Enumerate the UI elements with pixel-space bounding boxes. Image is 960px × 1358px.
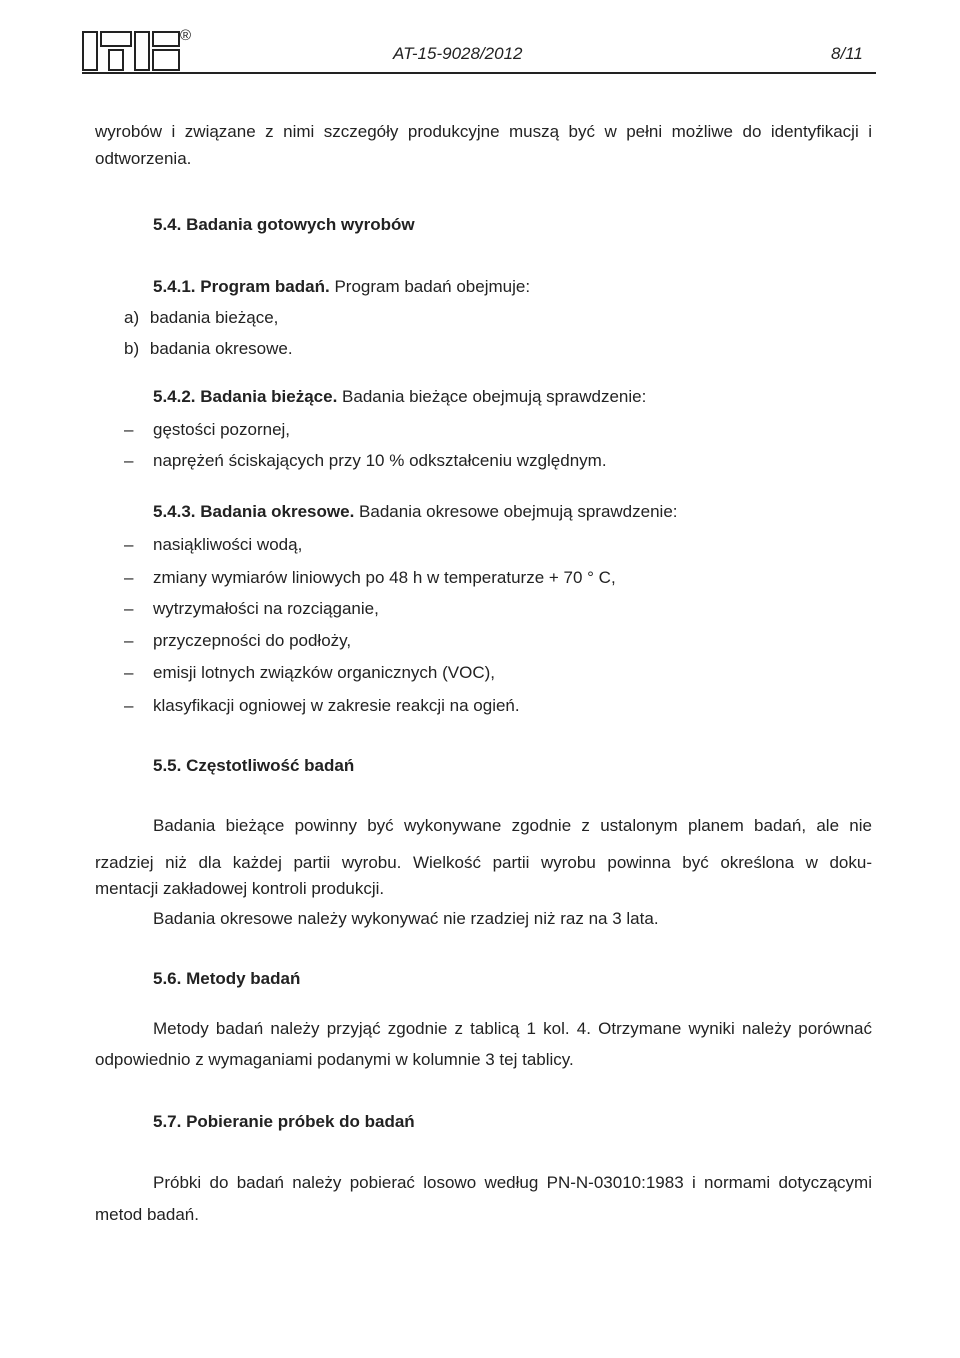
dash-marker: – bbox=[124, 696, 134, 715]
section-5-7-line-1: Próbki do badań należy pobierać losowo według PN-N-03010:1983 i normami dotyczącymi bbox=[153, 1173, 872, 1192]
dash-marker: – bbox=[124, 663, 134, 682]
list-text: badania bieżące, bbox=[149, 308, 279, 327]
section-5-4-2-text: Badania bieżące obejmują sprawdzenie: bbox=[342, 387, 647, 406]
list-text: badania okresowe. bbox=[149, 339, 293, 358]
section-5-4-3-text: Badania okresowe obejmują sprawdzenie: bbox=[359, 502, 678, 521]
dash-marker: – bbox=[124, 535, 134, 554]
section-5-4-3-number: 5.4.3. bbox=[153, 502, 196, 521]
section-5-5-p1-line-1: Badania bieżące powinny być wykonywane zgodnie z ustalonym planem badań, ale nie bbox=[153, 816, 872, 835]
section-5-4-2 bbox=[153, 387, 646, 407]
section-5-4-2-title: Badania bieżące. bbox=[200, 387, 338, 406]
section-5-6-heading: 5.6. Metody badań bbox=[153, 969, 301, 988]
section-5-5-p1-line-3: mentacji zakładowej kontroli produkcji. bbox=[95, 879, 385, 898]
list-text: naprężeń ściskających przy 10 % odkształceniu względnym. bbox=[153, 451, 607, 470]
itb-logo bbox=[82, 30, 182, 72]
section-5-4-1 bbox=[153, 277, 530, 297]
dash-list-item bbox=[124, 420, 133, 440]
section-5-4-heading: 5.4. Badania gotowych wyrobów bbox=[153, 215, 415, 234]
section-5-4-1-text: Program badań obejmuje: bbox=[334, 277, 531, 296]
intro-line-2: odtworzenia. bbox=[95, 149, 192, 168]
list-text: klasyfikacji ogniowej w zakresie reakcji na ogień. bbox=[153, 696, 520, 715]
list-item bbox=[124, 339, 293, 359]
list-marker: a) bbox=[124, 308, 140, 327]
list-text: emisji lotnych związków organicznych (VOC), bbox=[153, 663, 495, 682]
document-number: AT-15-9028/2012 bbox=[393, 44, 523, 63]
header-rule bbox=[82, 72, 876, 74]
section-5-7-heading: 5.7. Pobieranie próbek do badań bbox=[153, 1112, 415, 1131]
dash-marker: – bbox=[124, 599, 134, 618]
registered-mark: ® bbox=[180, 27, 192, 44]
section-5-4-1-number: 5.4.1. bbox=[153, 277, 196, 296]
dash-marker: – bbox=[124, 568, 134, 587]
section-5-5-p2: Badania okresowe należy wykonywać nie rzadziej niż raz na 3 lata. bbox=[153, 909, 659, 928]
section-5-7-line-2: metod badań. bbox=[95, 1205, 199, 1224]
dash-marker: – bbox=[124, 631, 134, 650]
list-text: nasiąkliwości wodą, bbox=[153, 535, 303, 554]
page-number: 8/11 bbox=[831, 44, 863, 63]
section-5-6-line-2: odpowiednio z wymaganiami podanymi w kolumnie 3 tej tablicy. bbox=[95, 1050, 574, 1069]
section-5-4-3-title: Badania okresowe. bbox=[200, 502, 355, 521]
section-5-4-2-number: 5.4.2. bbox=[153, 387, 196, 406]
dash-marker: – bbox=[124, 451, 134, 470]
list-text: przyczepności do podłoży, bbox=[153, 631, 352, 650]
list-item bbox=[124, 308, 278, 328]
section-5-6-line-1: Metody badań należy przyjąć zgodnie z tablicą 1 kol. 4. Otrzymane wyniki należy porównać bbox=[153, 1019, 872, 1038]
list-text: zmiany wymiarów liniowych po 48 h w temperaturze + 70 ° C, bbox=[153, 568, 616, 587]
section-5-5-heading: 5.5. Częstotliwość badań bbox=[153, 756, 355, 775]
intro-line-1: wyrobów i związane z nimi szczegóły produkcyjne muszą być w pełni możliwe do identyfikacji i bbox=[95, 122, 872, 141]
section-5-4-3 bbox=[153, 502, 678, 522]
list-text: gęstości pozornej, bbox=[153, 420, 291, 439]
dash-marker: – bbox=[124, 420, 134, 439]
section-5-4-1-title: Program badań. bbox=[200, 277, 330, 296]
section-5-5-p1-line-2: rzadziej niż dla każdej partii wyrobu. Wielkość partii wyrobu powinna być określona w doku- bbox=[95, 853, 872, 872]
list-text: wytrzymałości na rozciąganie, bbox=[153, 599, 379, 618]
list-marker: b) bbox=[124, 339, 140, 358]
